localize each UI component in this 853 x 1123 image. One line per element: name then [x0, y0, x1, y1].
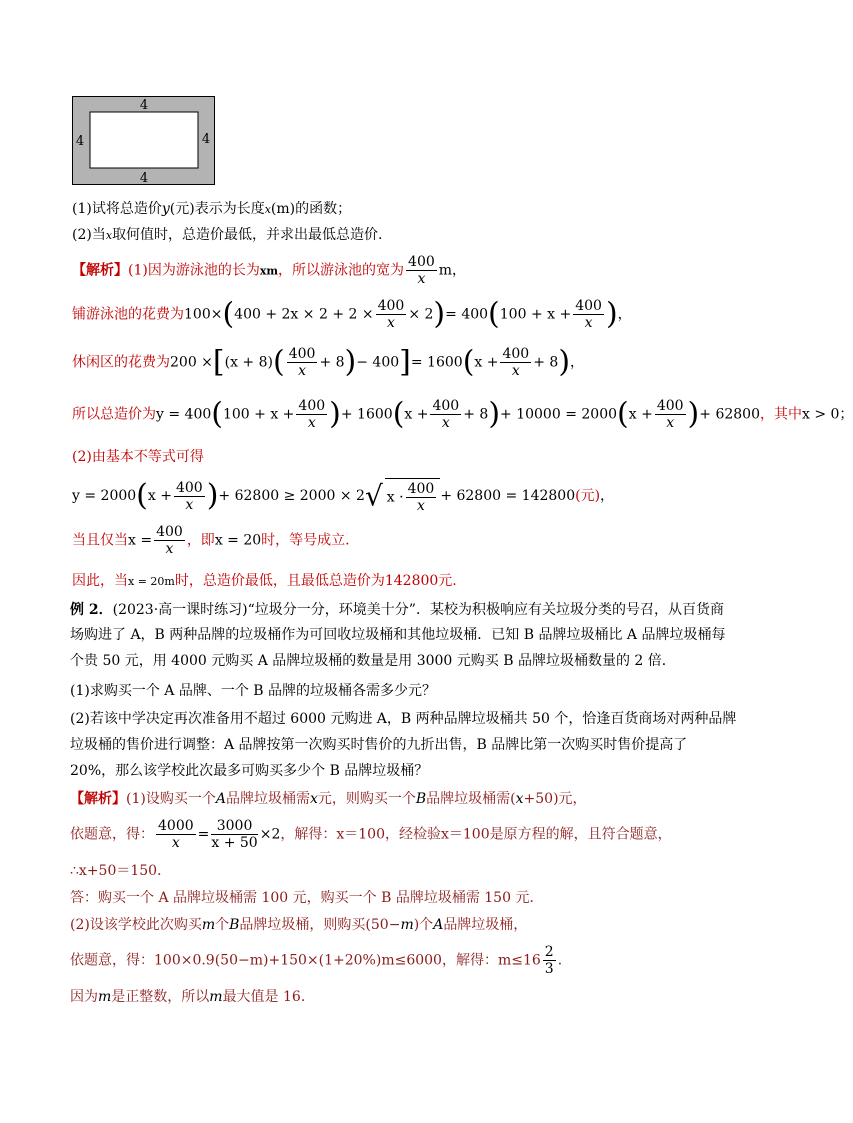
example-2-line-1: 例 2．(2023·高一课时练习)“垃圾分一分，环境美十分”．某校为积极响应有关垃圾分类的号召，从百货商 — [70, 602, 724, 618]
solution-2-equation: 依题意，得： $\frac{4000}{x}$ = $\frac{3000}{x + 50}$ ×2，解得：x＝100，经检验x＝100是原方程的解，且符合题意， — [70, 818, 672, 851]
question-2: (2)当x取何值时，总造价最低，并求出最低总造价. — [72, 227, 383, 243]
solution-2-line-1: 【解析】(1)设购买一个A品牌垃圾桶需x元，则购买一个B品牌垃圾桶需(x+50)元， — [70, 791, 587, 807]
rest-cost-line: 休闲区的花费为200 ×[(x + 8)( $\frac{400}{x}$ + 8)− 400]= 1600(x + $\frac{400}{x}$ + 8)， — [72, 344, 585, 380]
label-right: 4 — [201, 132, 211, 147]
label-left: 4 — [75, 134, 85, 149]
solution-2-therefore: ∴x+50＝150． — [70, 863, 172, 879]
solution-line-1: 【解析】(1)因为游泳池的长为xm，所以游泳池的宽为 $\frac{400}{x}$ m， — [72, 254, 467, 287]
example-2-line-2: 场购进了 A，B 两种品牌的垃圾桶作为可回收垃圾桶和其他垃圾桶．已知 B 品牌垃圾桶比 A 品牌垃圾桶每 — [70, 627, 726, 643]
solution-2-answer: 答：购买一个 A 品牌垃圾桶需 100 元，购买一个 B 品牌垃圾桶需 150 元． — [70, 890, 544, 906]
inequality-line: y = 2000(x + $\frac{400}{x}$ )+ 62800 ≥ 2000 × 2√ x · $\frac{400}{x}$ + 62800 = 142800(元)， — [72, 478, 615, 514]
analysis-tag: 【解析】 — [72, 262, 128, 279]
conclusion-line: 因此，当x = 20m时，总造价最低，且最低总造价为142800元. — [72, 573, 457, 589]
example-2-question-2a: (2)若该中学决定再次准备用不超过 6000 元购进 A，B 两种品牌垃圾桶共 50 个，恰逢百货商场对两种品牌 — [70, 711, 737, 727]
label-top: 4 — [139, 98, 149, 113]
example-2-question-2b: 垃圾桶的售价进行调整：A 品牌按第一次购买时售价的九折出售，B 品牌比第一次购买时售价提高了 — [70, 737, 688, 753]
equality-line: 当且仅当x = $\frac{400}{x}$ ，即x = 20时，等号成立. — [72, 524, 350, 557]
question-1: (1)试将总造价y(元)表示为长度x(m)的函数； — [72, 201, 352, 217]
example-2-line-3: 个贵 50 元，用 4000 元购买 A 品牌垃圾桶的数量是用 3000 元购买 B 品牌垃圾桶数量的 2 倍． — [70, 653, 676, 669]
example-2-question-1: (1)求购买一个 A 品牌、一个 B 品牌的垃圾桶各需多少元？ — [70, 683, 437, 699]
pool-diagram — [72, 96, 218, 192]
example-label: 例 2． — [70, 602, 113, 618]
pool-cost-line: 铺游泳池的花费为100×(400 + 2x × 2 + 2 × $\frac{400}{x}$ × 2)= 400(100 + x + $\frac{400}{x}$ )， — [72, 296, 632, 332]
solution-2-final: 因为m是正整数，所以m最大值是 16． — [70, 989, 315, 1005]
total-cost-line: 所以总造价为y = 400(100 + x + $\frac{400}{x}$ )+ 1600(x + $\frac{400}{x}$ + 8)+ 10000 = 2000(x + $\frac{400}{x}$ )+ 62800，其中x > 0； — [72, 396, 853, 432]
label-bottom: 4 — [139, 171, 149, 186]
solution-2-part-2: (2)设该学校此次购买m个B品牌垃圾桶，则购买(50−m)个A品牌垃圾桶， — [70, 917, 528, 933]
solution-2-inequality: 依题意，得：100×0.9(50−m)+150×(1+20%)m≤6000，解得：m≤16 $\frac{2}{3}$ ． — [70, 944, 572, 977]
part-2-heading: (2)由基本不等式可得 — [72, 449, 204, 465]
example-2-question-2c: 20%，那么该学校此次最多可购买多少个 B 品牌垃圾桶？ — [70, 763, 429, 779]
pool-rectangle — [90, 112, 198, 168]
